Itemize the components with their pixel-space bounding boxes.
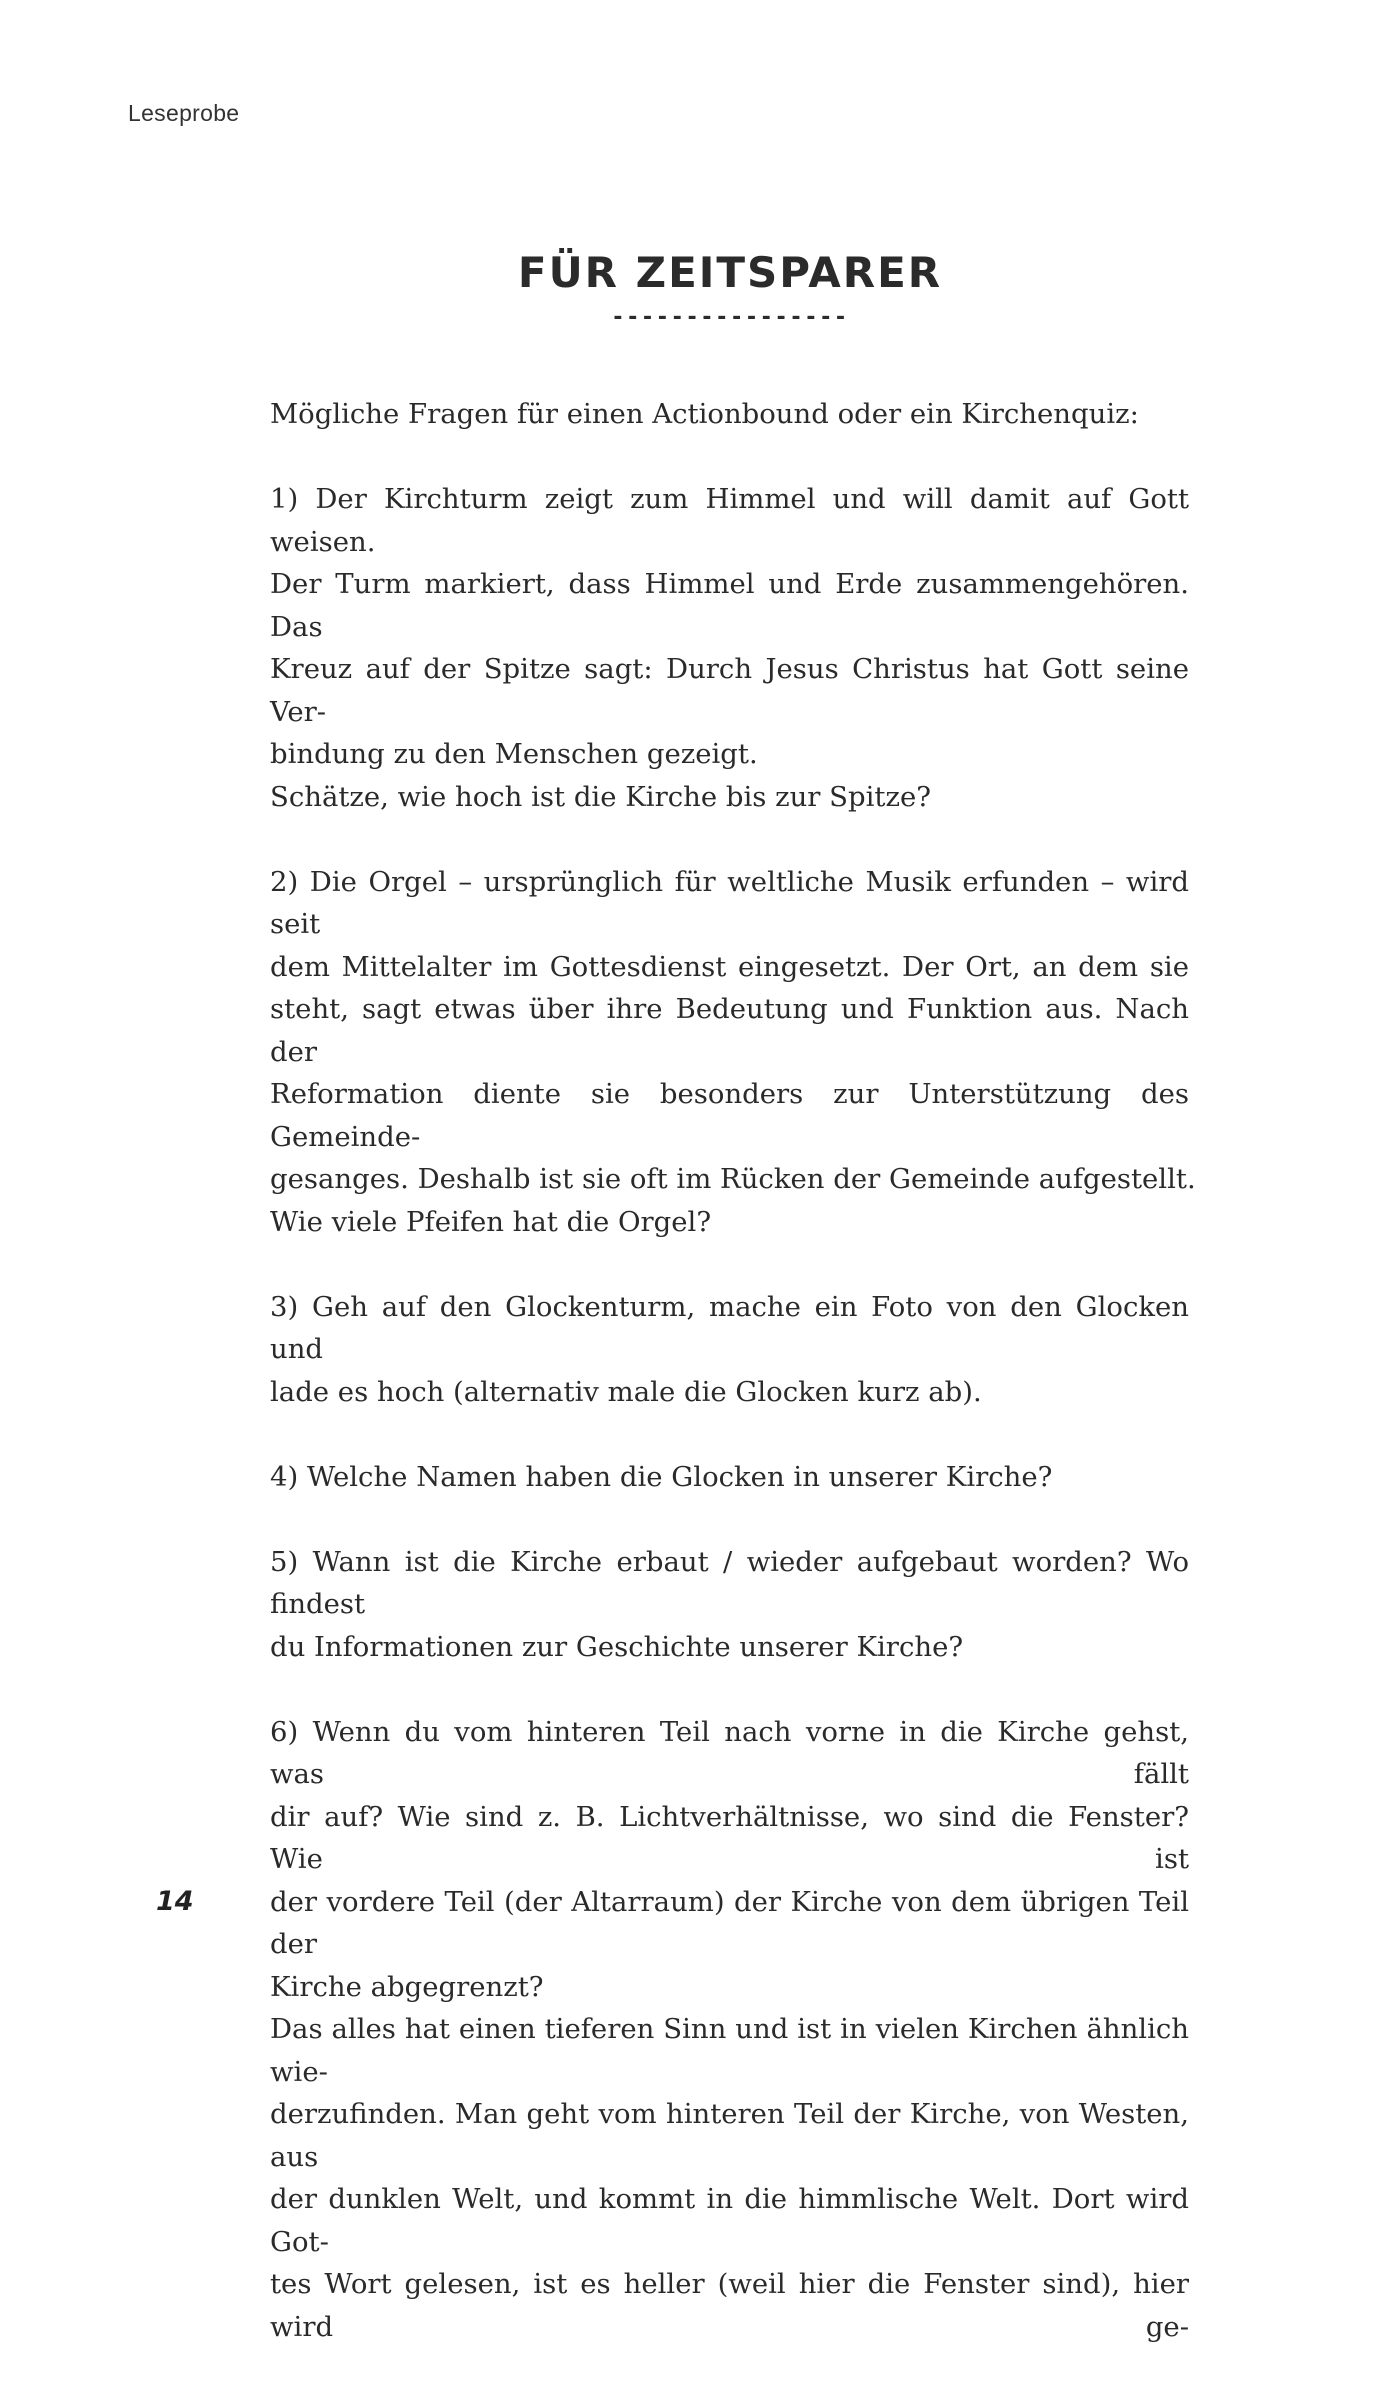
text-line: Der Turm markiert, dass Himmel und Erde zusammengehören. Das	[270, 568, 1189, 643]
question-1	[270, 478, 1189, 818]
text-line: du Informationen zur Geschichte unserer Kirche?	[270, 1630, 964, 1663]
running-header: Leseprobe	[128, 100, 240, 126]
question-4	[270, 1456, 1189, 1499]
intro-paragraph	[270, 393, 1189, 436]
text-line: Schätze, wie hoch ist die Kirche bis zur Spitze?	[270, 780, 931, 813]
text-line: Mögliche Fragen für einen Actionbound oder ein Kirchenquiz:	[270, 398, 1139, 430]
text-line: dir auf? Wie sind z. B. Lichtverhältnisse, wo sind die Fenster? Wie ist	[270, 1800, 1189, 1875]
text-line: Das alles hat einen tieferen Sinn und ist in vielen Kirchen ähnlich wie-	[270, 2013, 1189, 2088]
question-2	[270, 861, 1196, 1244]
text-line: 6) Wenn du vom hinteren Teil nach vorne in die Kirche gehst, was fällt	[270, 1715, 1189, 1790]
text-line: tes Wort gelesen, ist es heller (weil hier die Fenster sind), hier wird ge-	[270, 2268, 1189, 2343]
text-line: 3) Geh auf den Glockenturm, mache ein Foto von den Glocken und	[270, 1290, 1189, 1365]
text-line: Wie viele Pfeifen hat die Orgel?	[270, 1205, 712, 1238]
text-line: steht, sagt etwas über ihre Bedeutung und Funktion aus. Nach der	[270, 993, 1189, 1068]
text-line: der vordere Teil (der Altarraum) der Kirche von dem übrigen Teil der	[270, 1885, 1189, 1960]
question-3	[270, 1286, 1189, 1414]
page-number: 14	[156, 1886, 194, 1917]
text-line: 5) Wann ist die Kirche erbaut / wieder aufgebaut worden? Wo findest	[270, 1545, 1189, 1620]
text-line: derzufinden. Man geht vom hinteren Teil der Kirche, von Westen, aus	[270, 2098, 1189, 2173]
text-line: gesanges. Deshalb ist sie oft im Rücken der Gemeinde aufgestellt.	[270, 1163, 1196, 1195]
question-5	[270, 1541, 1189, 1669]
text-line: lade es hoch (alternativ male die Glocken kurz ab).	[270, 1375, 982, 1408]
text-line: bindung zu den Menschen gezeigt.	[270, 738, 758, 770]
body-text	[270, 393, 1196, 2391]
title-underline: ----------------	[611, 305, 849, 330]
text-line: 1) Der Kirchturm zeigt zum Himmel und will damit auf Gott weisen.	[270, 483, 1189, 558]
question-6	[270, 1711, 1189, 2349]
text-line: Reformation diente sie besonders zur Unterstützung des Gemeinde-	[270, 1078, 1189, 1153]
text-line: 4) Welche Namen haben die Glocken in unserer Kirche?	[270, 1460, 1053, 1493]
text-line: der dunklen Welt, und kommt in die himmlische Welt. Dort wird Got-	[270, 2183, 1189, 2258]
text-line: Kirche abgegrenzt?	[270, 1970, 544, 2003]
text-line: 2) Die Orgel – ursprünglich für weltliche Musik erfunden – wird seit	[270, 865, 1189, 940]
section-title: FÜR ZEITSPARER	[517, 248, 943, 297]
text-line: Kreuz auf der Spitze sagt: Durch Jesus Christus hat Gott seine Ver-	[270, 653, 1189, 728]
text-line: dem Mittelalter im Gottesdienst eingesetzt. Der Ort, an dem sie	[270, 950, 1189, 983]
